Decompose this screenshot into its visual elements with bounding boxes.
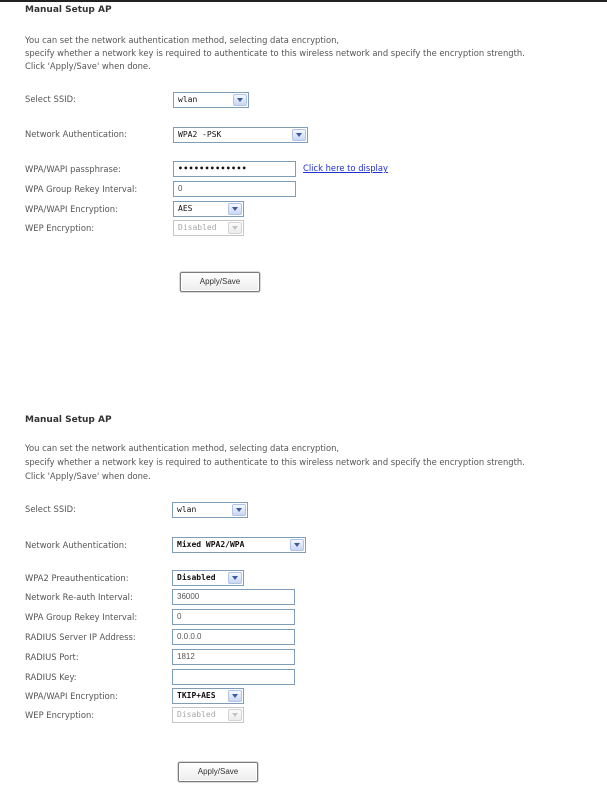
wep-encryption-select [172,707,244,723]
select-ssid-label: Select SSID: [25,94,76,104]
wep-encryption-value: Disabled [177,710,216,719]
description-line: specify whether a network key is required to authenticate to this wireless network and specify the encryption strength. [25,48,525,58]
wep-encryption-value: Disabled [178,223,217,232]
chevron-down-icon [228,709,242,721]
radius-ip-label: RADIUS Server IP Address: [25,632,136,642]
wpa-encryption-label: WPA/WAPI Encryption: [25,204,118,214]
chevron-down-icon [228,222,242,234]
chevron-down-icon [290,539,304,551]
description-line: You can set the network authentication method, selecting data encryption, [25,443,340,453]
group-rekey-label: WPA Group Rekey Interval: [25,184,138,194]
description-line: Click 'Apply/Save' when done. [25,61,151,71]
group-rekey-input[interactable]: 0 [173,181,296,197]
ssid-select[interactable] [172,502,248,518]
network-authentication-label: Network Authentication: [25,540,127,550]
radius-key-label: RADIUS Key: [25,672,77,682]
network-authentication-value: WPA2 -PSK [178,130,222,139]
chevron-down-icon [228,690,242,702]
passphrase-label: WPA/WAPI passphrase: [25,164,121,174]
wep-encryption-label: WEP Encryption: [25,710,95,720]
group-rekey-input[interactable]: 0 [172,609,295,625]
radius-key-input[interactable] [172,669,295,685]
ssid-select[interactable] [173,92,249,108]
chevron-down-icon [233,94,247,106]
ssid-select-value: wlan [177,505,197,514]
radius-port-input[interactable]: 1812 [172,649,295,665]
passphrase-input[interactable]: ••••••••••••• [173,161,296,177]
group-rekey-label: WPA Group Rekey Interval: [25,612,138,622]
network-authentication-select[interactable] [173,127,308,143]
chevron-down-icon [292,129,306,141]
wpa-encryption-select[interactable] [173,201,244,217]
reauth-interval-input[interactable]: 36000 [172,589,295,605]
chevron-down-icon [232,504,246,516]
reauth-interval-label: Network Re-auth Interval: [25,592,133,602]
manual-setup-ap-panel-mixed [0,400,607,785]
chevron-down-icon [228,572,242,584]
page-title: Manual Setup AP [25,415,112,425]
apply-save-button[interactable]: Apply/Save [178,762,258,782]
wpa-encryption-value: TKIP+AES [177,691,216,700]
ssid-select-value: wlan [178,95,198,104]
description-line: Click 'Apply/Save' when done. [25,471,151,481]
chevron-down-icon [228,203,242,215]
preauthentication-select[interactable] [172,570,244,586]
description-line: specify whether a network key is required to authenticate to this wireless network and specify the encryption strength. [25,457,525,467]
radius-port-label: RADIUS Port: [25,652,79,662]
network-authentication-select[interactable] [172,537,306,553]
network-authentication-value: Mixed WPA2/WPA [177,540,245,549]
select-ssid-label: Select SSID: [25,504,76,514]
preauthentication-value: Disabled [177,573,216,582]
network-authentication-label: Network Authentication: [25,129,127,139]
preauthentication-label: WPA2 Preauthentication: [25,573,129,583]
page-title: Manual Setup AP [25,5,112,15]
radius-ip-input[interactable]: 0.0.0.0 [172,629,295,645]
wep-encryption-label: WEP Encryption: [25,223,95,233]
description-line: You can set the network authentication method, selecting data encryption, [25,35,340,45]
wpa-encryption-value: AES [178,204,193,213]
wpa-encryption-label: WPA/WAPI Encryption: [25,691,118,701]
show-passphrase-link[interactable]: Click here to display [303,163,388,173]
wpa-encryption-select[interactable] [172,688,244,704]
apply-save-button[interactable]: Apply/Save [180,272,260,292]
wep-encryption-select [173,220,244,236]
